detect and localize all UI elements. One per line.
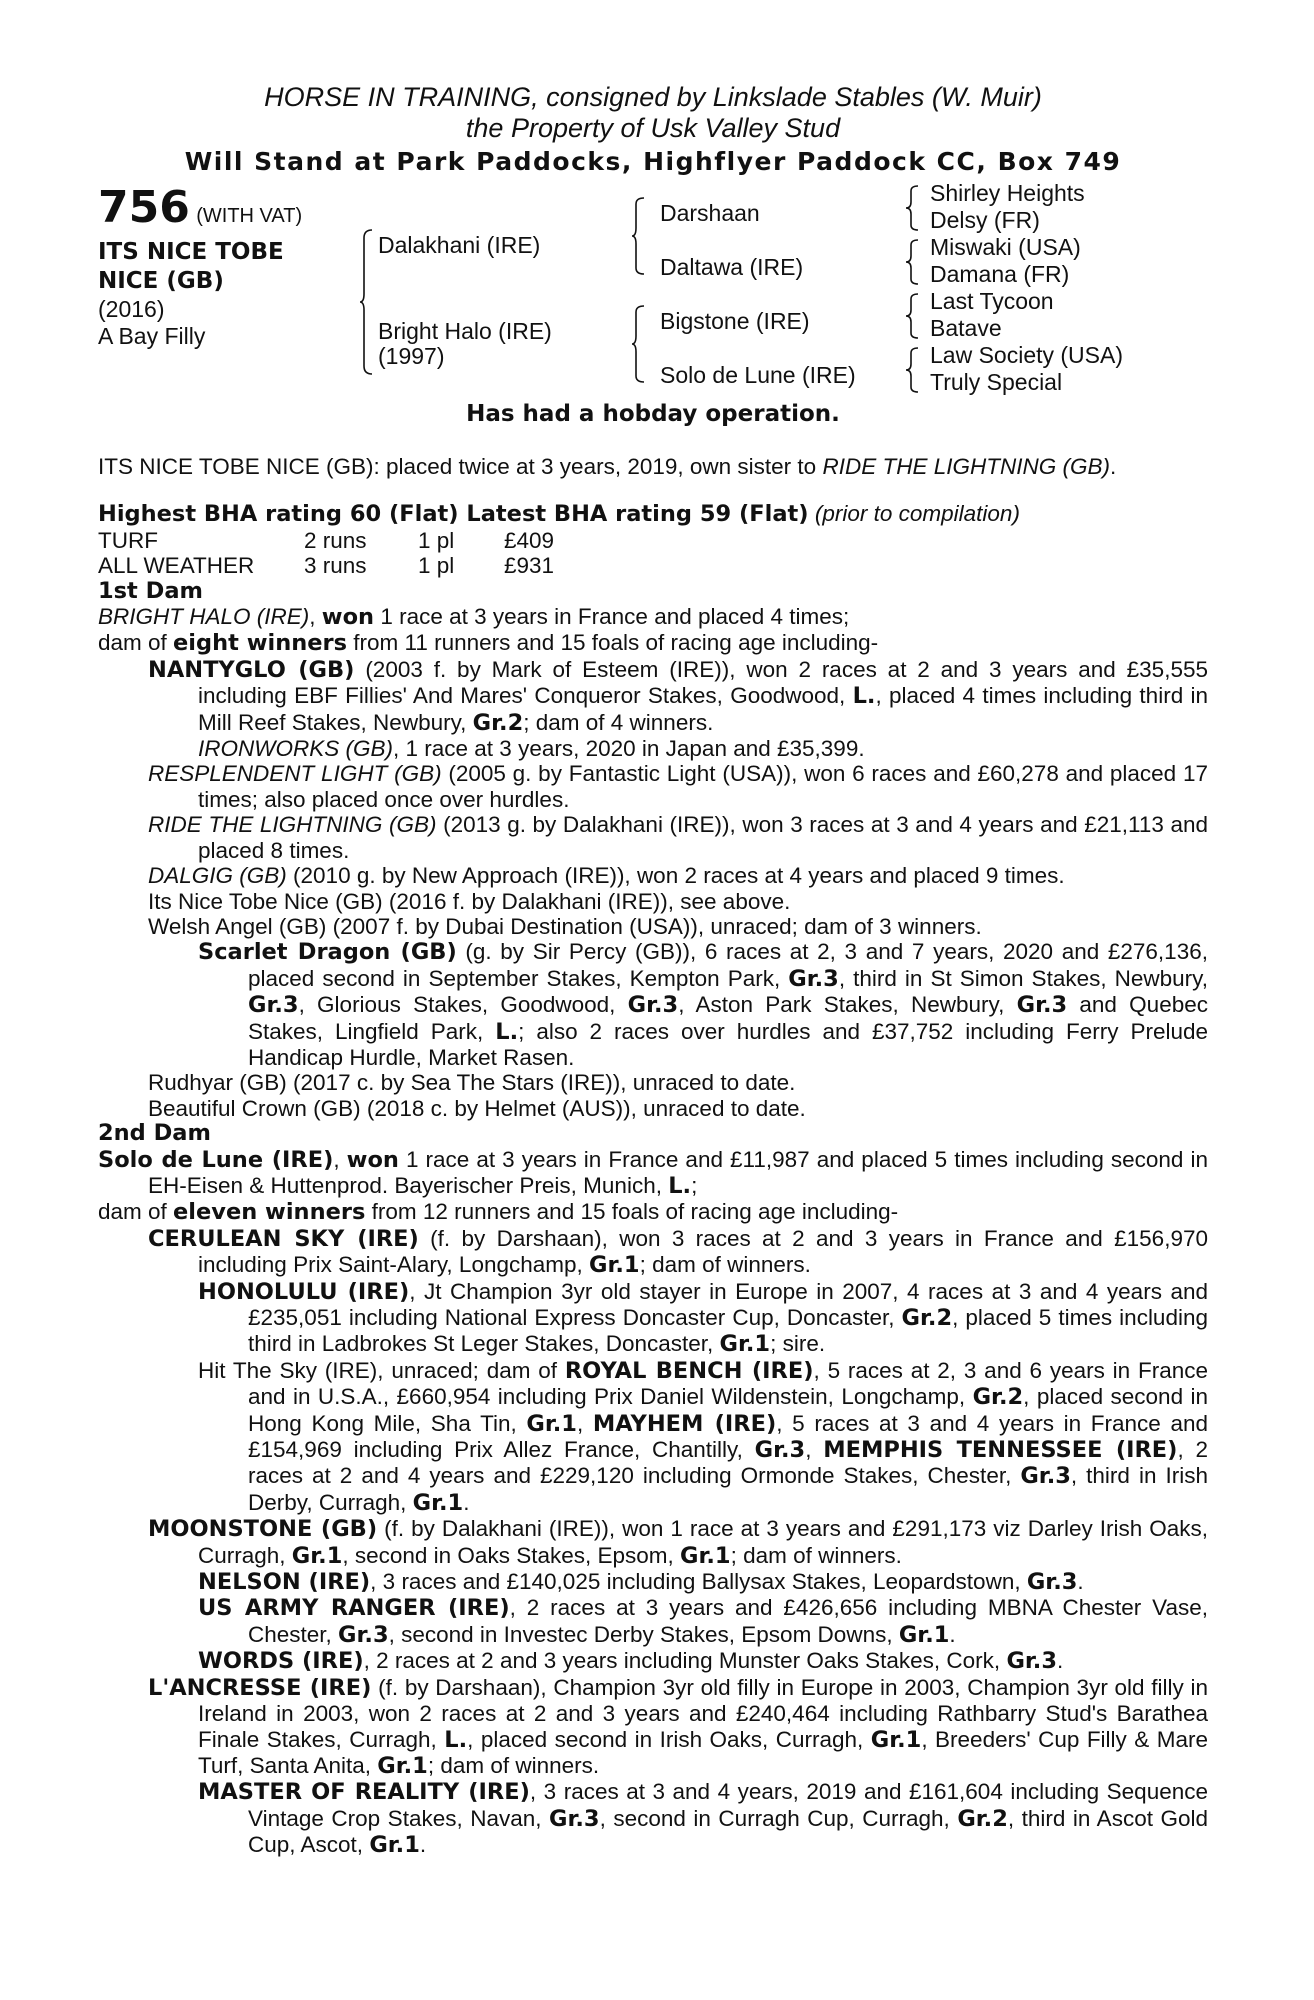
- race-grade: Gr.3: [788, 965, 839, 992]
- race-grade: L.: [495, 1018, 519, 1045]
- race-grade: Gr.1: [719, 1331, 771, 1358]
- progeny-text: .: [463, 1489, 470, 1515]
- ratings-table: [98, 528, 554, 579]
- record-text: 1 race at 3 years in France and £11,987 and placed 5 times including second in EH-Eisen & Huttenprod. Bayerischer Preis, Munich,: [148, 1146, 1208, 1198]
- winners-count: eleven winners: [173, 1199, 366, 1226]
- first-dam-heading: 1st Dam: [98, 577, 203, 604]
- progeny-text: (2013 g. by Dalakhani (IRE)), won 3 races at 3 and 4 years and £21,113 and placed 8 times.: [198, 812, 1209, 863]
- progeny-text: , 5 races at 3 and 4 years in France and £154,969 including Prix Allez France, Chantilly,: [248, 1410, 1208, 1463]
- progeny-text: , Glorious Stakes, Goodwood,: [298, 992, 628, 1018]
- pedigree-brace-ss: [906, 184, 920, 232]
- second-dam-record: [98, 1147, 1208, 1200]
- dam-name: Bright Halo (IRE): [378, 318, 552, 344]
- progeny-name: CERULEAN SKY (IRE): [148, 1225, 419, 1252]
- progeny-name: DALGIG (GB): [148, 863, 287, 889]
- list-item: [98, 1516, 1208, 1569]
- sire-sire: Darshaan: [660, 200, 760, 226]
- progeny-name: Scarlet Dragon (GB): [198, 939, 457, 966]
- progeny-text: (2005 g. by Fantastic Light (USA)), won 6 races and £60,278 and placed 17 times; also placed once over hurdles.: [198, 761, 1208, 812]
- first-dam-produce: [98, 630, 1208, 656]
- progeny-text: , second in Investec Derby Stakes, Epsom Downs,: [388, 1621, 899, 1647]
- lot-number-line: [98, 184, 302, 232]
- progeny-text: , placed second in Hong Kong Mile, Sha Tin,: [248, 1384, 1209, 1436]
- progeny-text: and Quebec Stakes, Lingfield Park,: [248, 992, 1208, 1044]
- horse-summary: [98, 454, 1208, 479]
- progeny-text: ; dam of winners.: [730, 1542, 902, 1568]
- pedigree-brace-main: [360, 228, 374, 376]
- pedigree-brace-dd: [906, 346, 920, 394]
- rating-surface: TURF: [98, 527, 158, 553]
- list-item: [98, 863, 1208, 888]
- rating-runs: 2 runs: [304, 527, 367, 553]
- ratings-section: [98, 501, 1208, 578]
- progeny-name: L'ANCRESSE (IRE): [148, 1674, 372, 1701]
- progeny-text: ; dam of winners.: [427, 1752, 600, 1778]
- progeny-text: , 3 races at 3 and 4 years, 2019 and £161,604 including Sequence Vintage Crop Stakes, Navan,: [248, 1779, 1209, 1831]
- progeny-text: , 1 race at 3 years, 2020 in Japan and £35,399.: [393, 736, 865, 762]
- race-grade: Gr.3: [1006, 1648, 1057, 1675]
- race-grade: Gr.1: [369, 1832, 420, 1859]
- race-grade: Gr.1: [377, 1752, 428, 1779]
- ss-dam: Delsy (FR): [930, 207, 1040, 233]
- sd-sire: Miswaki (USA): [930, 234, 1081, 260]
- horse-name-line-1: ITS NICE TOBE: [98, 239, 284, 265]
- rating-earnings: £931: [504, 553, 555, 579]
- progeny-text: , third in Ascot Gold Cup, Ascot,: [248, 1805, 1208, 1858]
- progeny-text: .: [1057, 1648, 1064, 1674]
- progeny-name: IRONWORKS (GB): [198, 736, 393, 762]
- race-grade: Gr.3: [754, 1437, 806, 1464]
- pedigree-block: [98, 178, 1208, 400]
- list-item: [98, 1648, 1208, 1674]
- first-dam-name: BRIGHT HALO (IRE): [98, 604, 310, 630]
- progeny-text: (f. by Darshaan), Champion 3yr old filly in Europe in 2003, Champion 3yr old filly in Ireland in 2003, won 2 races at 2 and 3 years and £240,464 including Rathbarry Stud's Barathea Finale Stakes, Curragh,: [198, 1674, 1208, 1752]
- race-grade: Gr.1: [870, 1726, 922, 1753]
- progeny-name: HONOLULU (IRE): [198, 1278, 410, 1305]
- progeny-name: RIDE THE LIGHTNING (GB): [148, 812, 437, 838]
- progeny-text: (f. by Darshaan), won 3 races at 2 and 3 years in France and £156,970 including Prix Saint-Alary, Longchamp,: [198, 1225, 1208, 1278]
- list-item: [98, 939, 1208, 1070]
- progeny-name: MOONSTONE (GB): [148, 1516, 378, 1543]
- vat-note: (WITH VAT): [196, 205, 303, 227]
- catalogue-body: [98, 454, 1208, 1859]
- race-grade: Gr.1: [526, 1410, 577, 1437]
- race-grade: Gr.3: [627, 992, 679, 1019]
- progeny-text: , Breeders' Cup Filly & Mare Turf, Santa Anita,: [198, 1726, 1208, 1778]
- progeny-text: ; sire.: [770, 1331, 826, 1357]
- progeny-text: ; also 2 races over hurdles and £37,752 including Ferry Prelude Handicap Hurdle, Market Rasen.: [248, 1018, 1208, 1070]
- record-text: 1 race at 3 years in France and placed 4 times;: [374, 604, 850, 630]
- progeny-name: MAYHEM (IRE): [592, 1410, 777, 1437]
- progeny-text: ,: [805, 1437, 824, 1463]
- progeny-text: (2003 f. by Mark of Esteem (IRE)), won 2 races at 2 and 3 years and £35,555 including EBF Fillies' And Mares' Conqueror Stakes, Goodwood,: [198, 656, 1208, 709]
- sire-name: Dalakhani (IRE): [378, 232, 541, 258]
- summary-text: ITS NICE TOBE NICE (GB): placed twice at 3 years, 2019, own sister to: [98, 454, 823, 479]
- list-item: Rudhyar (GB) (2017 c. by Sea The Stars (IRE)), unraced to date.: [148, 1070, 796, 1096]
- rating-note: (prior to compilation): [814, 501, 1020, 527]
- record-text: ;: [691, 1172, 698, 1198]
- race-grade: Gr.3: [248, 992, 299, 1019]
- race-grade: Gr.2: [472, 709, 524, 736]
- race-grade: Gr.3: [338, 1621, 389, 1648]
- pedigree-brace-dam: [632, 304, 646, 384]
- race-grade: L.: [444, 1726, 468, 1753]
- consignor-line: HORSE IN TRAINING, consigned by Linkslade Stables (W. Muir): [264, 82, 1042, 112]
- summary-end: .: [1109, 454, 1117, 479]
- dd-sire: Law Society (USA): [930, 342, 1124, 368]
- race-grade: Gr.1: [412, 1489, 464, 1516]
- ss-sire: Shirley Heights: [930, 180, 1085, 206]
- list-item: [98, 761, 1208, 812]
- progeny-text: ,: [576, 1410, 593, 1436]
- rating-runs: 3 runs: [304, 553, 367, 579]
- list-item: [98, 1226, 1208, 1279]
- won-label: won: [321, 604, 375, 631]
- progeny-name: US ARMY RANGER (IRE): [198, 1595, 510, 1622]
- race-grade: Gr.2: [972, 1384, 1024, 1411]
- race-grade: Gr.1: [898, 1621, 950, 1648]
- second-dam-heading: 2nd Dam: [98, 1120, 211, 1147]
- progeny-name: ROYAL BENCH (IRE): [564, 1357, 814, 1384]
- first-dam-record: [98, 604, 1208, 630]
- dd-dam: Truly Special: [930, 369, 1063, 395]
- progeny-text: , placed second in Irish Oaks, Curragh,: [467, 1726, 871, 1752]
- progeny-text: , Aston Park Stakes, Newbury,: [678, 992, 1017, 1018]
- rating-headline-line: [98, 501, 1208, 527]
- produce-prefix: dam of: [98, 1199, 174, 1225]
- produce-text: from 11 runners and 15 foals of racing age including-: [347, 630, 879, 656]
- stand-location: Will Stand at Park Paddocks, Highflyer Paddock CC, Box 749: [184, 147, 1122, 176]
- progeny-text: ; dam of winners.: [639, 1252, 811, 1278]
- progeny-text: ; dam of 4 winners.: [523, 709, 714, 735]
- race-grade: L.: [668, 1172, 692, 1199]
- progeny-text: .: [419, 1832, 427, 1858]
- list-item: [98, 1595, 1208, 1648]
- sd-dam: Damana (FR): [930, 261, 1070, 287]
- lot-number: 756: [98, 182, 190, 233]
- progeny-text: , 2 races at 2 and 4 years and £229,120 including Ormonde Stakes, Chester,: [248, 1437, 1208, 1489]
- ds-dam: Batave: [930, 315, 1002, 341]
- progeny-text: , placed 5 times including third in Ladbrokes St Leger Stakes, Doncaster,: [248, 1305, 1208, 1357]
- race-grade: Gr.3: [1016, 992, 1068, 1019]
- hobday-note: Has had a hobday operation.: [466, 401, 840, 427]
- progeny-text: .: [949, 1621, 956, 1647]
- race-grade: Gr.2: [901, 1305, 953, 1331]
- table-row: [98, 528, 554, 553]
- progeny-name: MASTER OF REALITY (IRE): [198, 1779, 530, 1806]
- progeny-name: RESPLENDENT LIGHT (GB): [148, 761, 442, 787]
- rating-earnings: £409: [504, 527, 555, 553]
- produce-prefix: dam of: [98, 630, 174, 656]
- property-line: the Property of Usk Valley Stud: [465, 113, 841, 143]
- progeny-text: , second in Curragh Cup, Curragh,: [599, 1805, 958, 1831]
- rating-surface: ALL WEATHER: [98, 553, 255, 579]
- race-grade: L.: [852, 683, 876, 710]
- progeny-text: , 5 races at 2, 3 and 6 years in France and in U.S.A., £660,954 including Prix Daniel Wildenstein, Longchamp,: [248, 1357, 1209, 1410]
- list-item: [98, 1675, 1208, 1780]
- progeny-name: NANTYGLO (GB): [148, 656, 355, 683]
- rating-placed: 1 pl: [418, 553, 455, 579]
- horse-description: A Bay Filly: [98, 323, 206, 349]
- progeny-text: (g. by Sir Percy (GB)), 6 races at 2, 3 and 7 years, 2020 and £276,136, placed second in September Stakes, Kempton Park,: [248, 939, 1208, 991]
- summary-sibling: RIDE THE LIGHTNING (GB): [822, 454, 1110, 479]
- progeny-text: (2010 g. by New Approach (IRE)), won 2 races at 4 years and placed 9 times.: [286, 863, 1065, 889]
- race-grade: Gr.2: [957, 1805, 1008, 1832]
- pedigree-brace-sire: [632, 196, 646, 276]
- winners-count: eight winners: [173, 630, 348, 657]
- pedigree-brace-ds: [906, 292, 920, 340]
- catalogue-page: [98, 82, 1208, 1859]
- list-item: [98, 1358, 1208, 1516]
- table-row: [98, 553, 554, 578]
- progeny-text: , 2 races at 2 and 3 years including Munster Oaks Stakes, Cork,: [363, 1648, 1007, 1674]
- rating-headline: Highest BHA rating 60 (Flat) Latest BHA rating 59 (Flat): [98, 501, 809, 528]
- list-item: [98, 657, 1208, 736]
- produce-text: from 12 runners and 15 foals of racing age including-: [365, 1199, 899, 1225]
- progeny-text: , Jt Champion 3yr old stayer in Europe in 2007, 4 races at 3 and 4 years and £235,051 including National Express Doncaster Cup, Doncaster,: [248, 1278, 1208, 1330]
- horse-name-line-2: NICE (GB): [98, 268, 224, 294]
- separator: ,: [333, 1146, 347, 1172]
- progeny-name: WORDS (IRE): [198, 1648, 364, 1675]
- race-grade: Gr.1: [291, 1542, 343, 1569]
- list-item: [98, 812, 1208, 863]
- pedigree-brace-sd: [906, 238, 920, 286]
- dam-dam: Solo de Lune (IRE): [660, 362, 856, 388]
- progeny-text: , second in Oaks Stakes, Epsom,: [342, 1542, 681, 1568]
- list-item: Beautiful Crown (GB) (2018 c. by Helmet (AUS)), unraced to date.: [148, 1095, 806, 1121]
- second-dam-produce: [98, 1199, 1208, 1225]
- progeny-text: , third in St Simon Stakes, Newbury,: [838, 965, 1208, 991]
- rating-placed: 1 pl: [418, 527, 455, 553]
- progeny-text: .: [1077, 1569, 1084, 1595]
- progeny-text: (f. by Dalakhani (IRE)), won 1 race at 3 years and £291,173 viz Darley Irish Oaks, Curragh,: [198, 1516, 1208, 1568]
- list-item: Welsh Angel (GB) (2007 f. by Dubai Destination (USA)), unraced; dam of 3 winners.: [148, 913, 982, 939]
- progeny-name: MEMPHIS TENNESSEE (IRE): [823, 1437, 1178, 1464]
- progeny-text: , placed 4 times including third in Mill Reef Stakes, Newbury,: [198, 683, 1208, 735]
- sire-dam: Daltawa (IRE): [660, 254, 804, 280]
- dam-sire: Bigstone (IRE): [660, 308, 810, 334]
- progeny-text: , 3 races and £140,025 including Ballysax Stakes, Leopardstown,: [370, 1569, 1027, 1595]
- won-label: won: [346, 1146, 399, 1173]
- second-dam-name: Solo de Lune (IRE): [98, 1146, 334, 1173]
- list-item: [98, 736, 1208, 761]
- list-item: [98, 1779, 1208, 1858]
- foaling-year: (2016): [98, 296, 165, 322]
- progeny-text: , third in Irish Derby, Curragh,: [248, 1463, 1208, 1515]
- dam-year: (1997): [378, 343, 445, 369]
- race-grade: Gr.3: [1026, 1569, 1078, 1596]
- list-item: [98, 1279, 1208, 1358]
- race-grade: Gr.1: [589, 1252, 640, 1279]
- progeny-text: Hit The Sky (IRE), unraced; dam of: [198, 1357, 565, 1383]
- race-grade: Gr.3: [549, 1805, 600, 1832]
- list-item: [98, 1569, 1208, 1595]
- race-grade: Gr.3: [1020, 1463, 1071, 1490]
- progeny-text: , 2 races at 3 years and £426,656 including MBNA Chester Vase, Chester,: [248, 1595, 1209, 1647]
- race-grade: Gr.1: [680, 1542, 731, 1569]
- progeny-name: NELSON (IRE): [198, 1569, 371, 1596]
- list-item: Its Nice Tobe Nice (GB) (2016 f. by Dalakhani (IRE)), see above.: [148, 888, 791, 914]
- ds-sire: Last Tycoon: [930, 288, 1054, 314]
- separator: ,: [309, 604, 322, 630]
